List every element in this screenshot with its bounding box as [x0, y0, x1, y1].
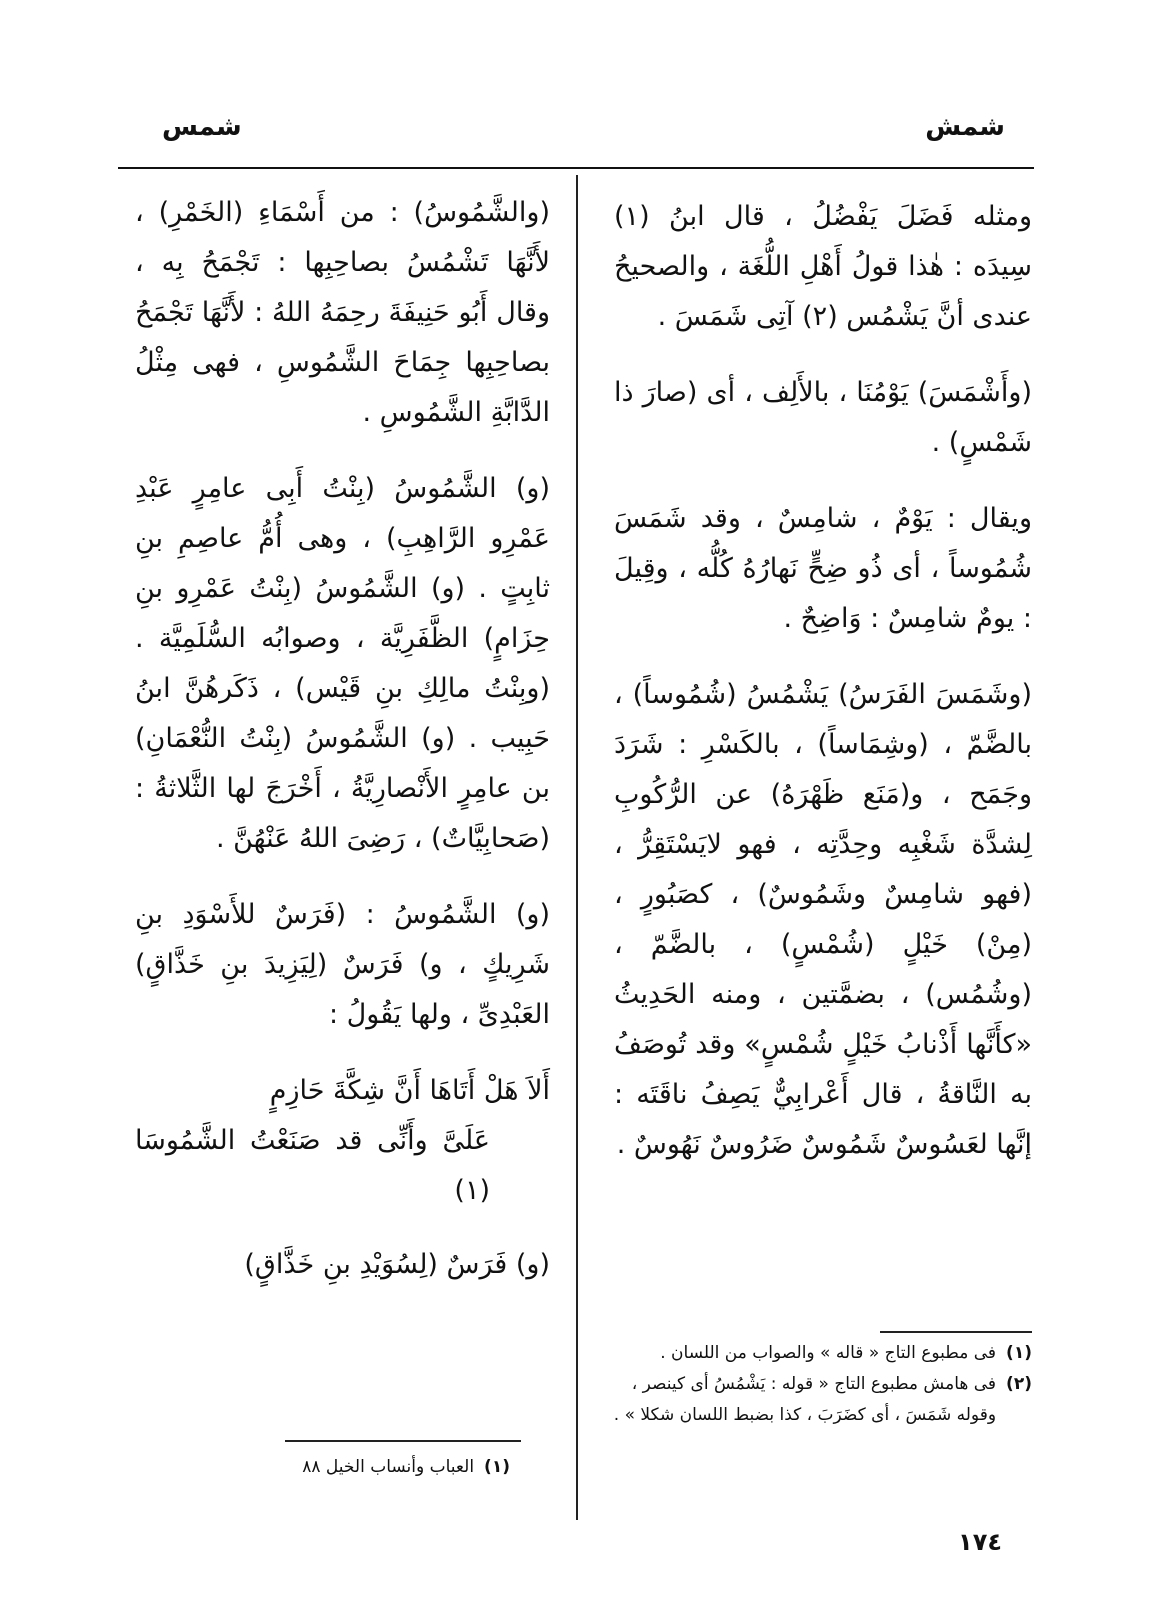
footnote-item [602, 1369, 1032, 1431]
running-head-right: شمش [925, 112, 1005, 142]
footnotes-left [270, 1452, 510, 1483]
footnote-rule-left [285, 1440, 521, 1442]
footnote-text: فى مطبوع التاج « قاله » والصواب من اللسان . [660, 1343, 997, 1363]
footnote-rule-right [880, 1331, 1032, 1333]
running-head-left: شمس [162, 112, 242, 142]
footnote-item [270, 1452, 510, 1483]
left-paragraph-1: (والشَّمُوسُ) : من أَسْمَاءِ (الخَمْرِ) ، لأَنَّهَا تَشْمُسُ بصاحِبِها : تَجْمَحُ بِه ، وقال أَبُو حَنِيفَةَ رحِمَهُ اللهُ : لأَنَّهَا تَجْمَحُ بصاحِبِها جِمَاحَ الشَّمُوسِ ، فهى مِثْلُ الدَّابَّةِ الشَّمُوسِ . [135, 197, 550, 428]
header-rule [118, 167, 1034, 169]
left-paragraph-3: (و) الشَّمُوسُ : (فَرَسٌ للأَسْوَدِ بنِ شَرِيكٍ ، و) فَرَسٌ (لِيَزِيدَ بنِ خَذَّاقٍ) العَبْدِىِّ ، ولها يَقُولُ : [135, 899, 550, 1030]
right-paragraph-1: ومثله فَضَلَ يَفْضُلُ ، قال ابنُ (١) سِيدَه : هٰذا قولُ أَهْلِ اللُّغَة ، والصحيحُ عندى أنَّ يَشْمُس (٢) آتِى شَمَسَ . [614, 201, 1032, 332]
right-paragraph-4: (وشَمَسَ الفَرَسُ) يَشْمُسُ (شُمُوساً) ، بالضَّمّ ، (وشِمَاساً) ، بالكَسْرِ : شَرَدَ وجَمَح ، و(مَنَع ظَهْرَهُ) عن الرُّكُوبِ لِشدَّة شَغْبِه وحِدَّتِه ، فهو لايَسْتَقِرُّ ، (فهو شامِسٌ وشَمُوسٌ) ، كصَبُورٍ ، (مِنْ) خَيْلٍ (شُمْسٍ) ، بالضَّمّ ، (وشُمُس) ، بضمَّتين ، ومنه الحَدِيثُ «كأَنَّها أَذْنابُ خَيْلٍ شُمْسٍ» وقد تُوصَفُ به النَّاقةُ ، قال أَعْرابِيٌّ يَصِفُ ناقَتَه : إنَّها لعَسُوسٌ شَمُوسٌ ضَرُوسٌ نَهُوسٌ . [614, 679, 1032, 1160]
footnote-number: (١) [1006, 1343, 1032, 1363]
footnotes-right [602, 1338, 1032, 1431]
footnote-number: (٢) [1006, 1374, 1032, 1394]
verse-line-2: عَلَىَّ وأَنِّى قد صَنَعْتُ الشَّمُوسَا (١) [135, 1125, 490, 1206]
right-paragraph-2: (وأَشْمَسَ) يَوْمُنَا ، بالأَلِف ، أى (صارَ ذا شَمْسٍ) . [614, 377, 1032, 458]
footnote-text: فى هامش مطبوع التاج « قوله : يَشْمُسُ أى كينصر ، وقوله شَمَسَ ، أى كضَرَبَ ، كذا بضبط اللسان شكلا » . [613, 1374, 997, 1425]
left-closing-line: (و) فَرَسٌ (لِسُوَيْدِ بنِ خَذَّاقٍ) [244, 1249, 550, 1280]
footnote-number: (١) [484, 1457, 510, 1477]
column-divider [576, 175, 578, 1520]
verse-line-1: أَلاَ هَلْ أَتَاهَا أَنَّ شِكَّةَ حَازِمٍ [269, 1075, 550, 1106]
left-paragraph-2: (و) الشَّمُوسُ (بِنْتُ أَبِى عامِرٍ عَبْدِ عَمْرِو الرَّاهِبِ) ، وهى أُمُّ عاصِمِ بنِ ثابِتٍ . (و) الشَّمُوسُ (بِنْتُ عَمْرِو بنِ حِزَامٍ) الظَّفَرِيَّة ، وصوابُه السُّلَمِيَّة . (وبِنْتُ مالِكِ بنِ قَيْس) ، ذَكَرهُنَّ ابنُ حَبِيب . (و) الشَّمُوسُ (بِنْتُ النُّعْمَانِ) بن عامِرٍ الأَنْصارِيَّةُ ، أَخْرَجَ لها الثَّلاثةُ : (صَحابِيَّاتٌ) ، رَضِىَ اللهُ عَنْهُنَّ . [135, 473, 550, 854]
left-column [135, 188, 550, 1290]
footnote-text: العباب وأنساب الخيل ٨٨ [302, 1457, 475, 1477]
poetry-verse [135, 1066, 550, 1216]
right-paragraph-3: ويقال : يَوْمٌ ، شامِسٌ ، وقد شَمَسَ شُمُوساً ، أى ذُو ضِحٍّ نَهارُهُ كُلُّه ، وقِيلَ : يومٌ شامِسٌ : وَاضِحٌ . [614, 503, 1032, 634]
right-column [614, 192, 1032, 1170]
footnote-item [602, 1338, 1032, 1369]
page-number: ١٧٤ [958, 1528, 1002, 1556]
